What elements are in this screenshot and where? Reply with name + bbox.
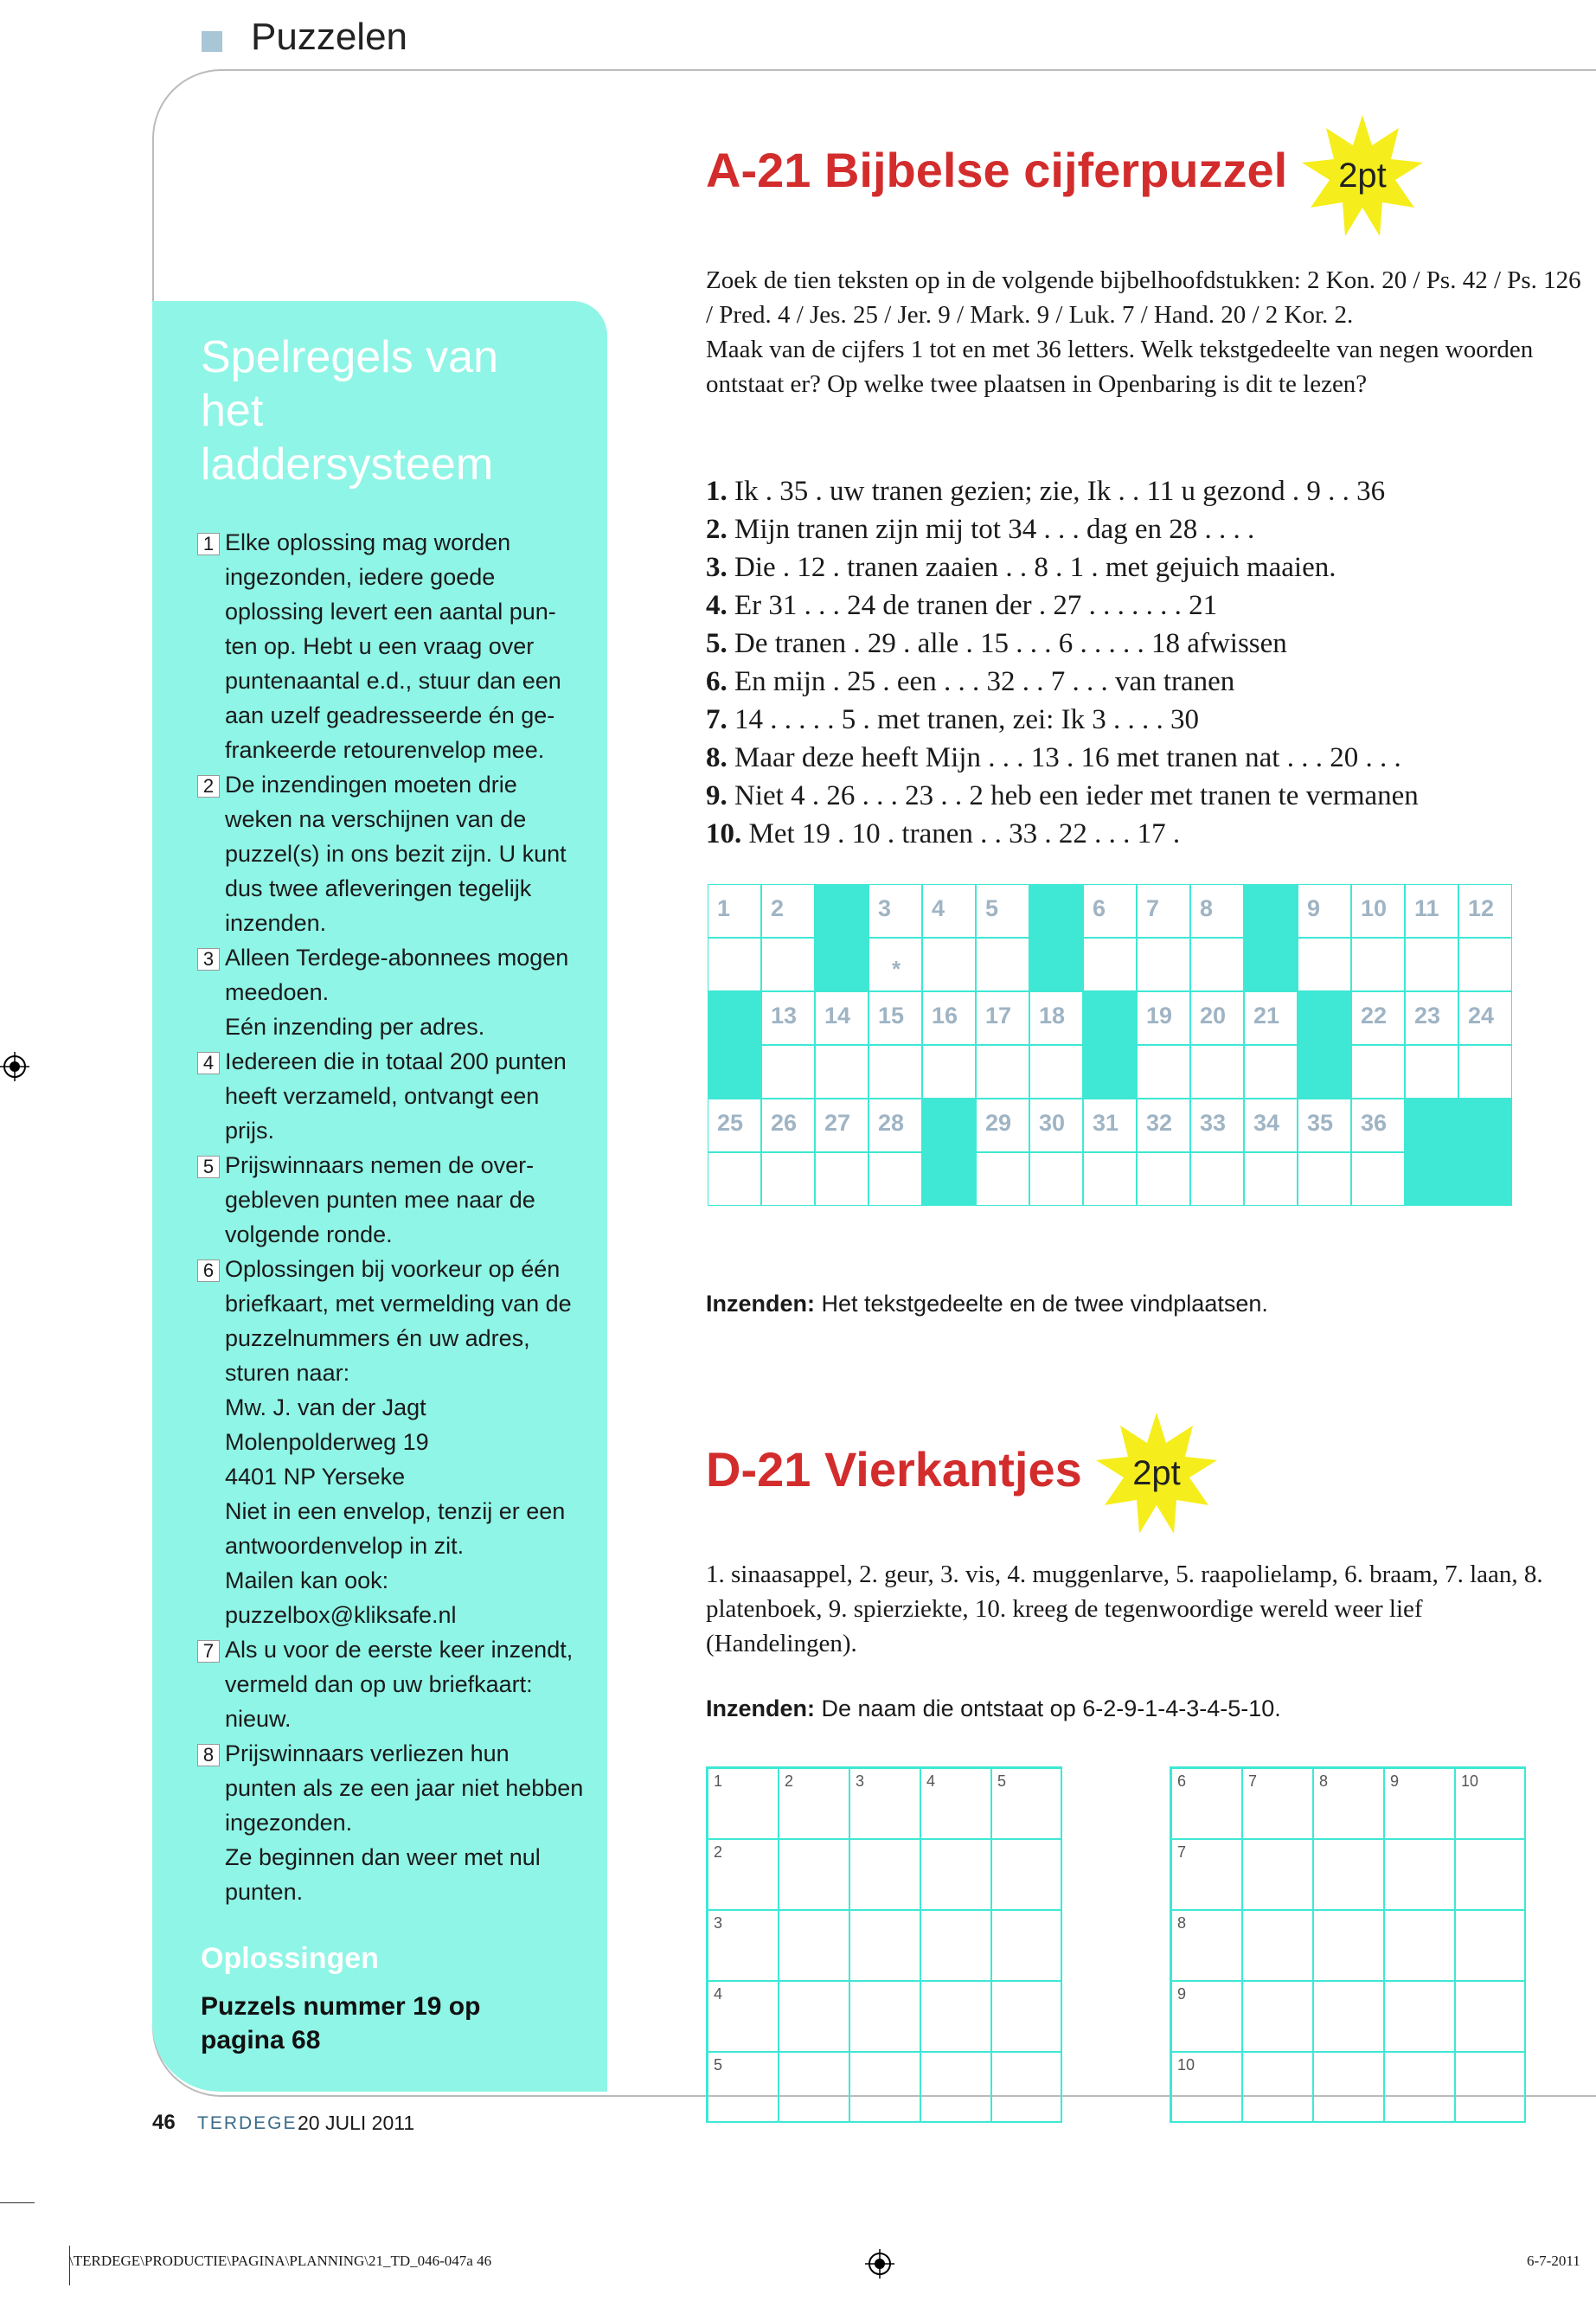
rule-item bbox=[195, 767, 585, 940]
square-cell[interactable] bbox=[1384, 1768, 1455, 1839]
cell-number: 9 bbox=[1390, 1772, 1400, 1790]
grid-answer-cell[interactable] bbox=[922, 938, 976, 991]
grid-answer-cell[interactable] bbox=[976, 1152, 1029, 1206]
grid-number: 20 bbox=[1200, 1003, 1227, 1029]
grid-blank-cell bbox=[815, 884, 869, 938]
square-cell[interactable] bbox=[1242, 2052, 1313, 2123]
rule-text: Prijswinnaars verliezen hun punten als ze een jaar niet hebben ingezonden. bbox=[225, 1740, 584, 1836]
grid-blank-cell bbox=[708, 991, 761, 1045]
grid-number: 9 bbox=[1307, 895, 1321, 921]
square-cell[interactable] bbox=[779, 1768, 849, 1839]
grid-number: 5 bbox=[985, 895, 999, 921]
grid-answer-cell[interactable] bbox=[922, 1045, 976, 1099]
grid-answer-cell[interactable] bbox=[1137, 1152, 1190, 1206]
grid-number: 22 bbox=[1361, 1003, 1388, 1029]
grid-number-cell bbox=[1351, 1099, 1405, 1152]
points-label: 2pt bbox=[1338, 157, 1387, 195]
rule-item bbox=[195, 1736, 585, 1909]
square-cell[interactable] bbox=[849, 1839, 920, 1910]
square-cell[interactable] bbox=[1313, 1910, 1384, 1981]
grid-answer-cell[interactable] bbox=[1137, 1045, 1190, 1099]
square-cell[interactable] bbox=[1455, 1981, 1526, 2052]
a21-submit-note bbox=[706, 1291, 1268, 1317]
grid-answer-cell[interactable] bbox=[761, 1045, 815, 1099]
grid-number-cell bbox=[922, 991, 976, 1045]
grid-number: 26 bbox=[771, 1110, 798, 1136]
clue-text: De tranen . 29 . alle . 15 . . . 6 . . . . . 18 afwissen bbox=[727, 628, 1287, 659]
square-cell[interactable] bbox=[1313, 1839, 1384, 1910]
cell-number: 7 bbox=[1248, 1772, 1258, 1790]
grid-blank-cell bbox=[922, 1152, 976, 1206]
grid-answer-cell[interactable] bbox=[1083, 938, 1137, 991]
section-marker bbox=[202, 31, 222, 52]
cell-number: 1 bbox=[714, 1772, 723, 1790]
clue-number: 8. bbox=[706, 742, 727, 773]
grid-blank-cell bbox=[1298, 1045, 1351, 1099]
grid-number-cell bbox=[1458, 884, 1512, 938]
grid-number-cell bbox=[1029, 991, 1083, 1045]
clue-item bbox=[706, 701, 1588, 739]
clue-number: 4. bbox=[706, 590, 727, 621]
clue-item bbox=[706, 586, 1588, 625]
grid-number-cell bbox=[1458, 991, 1512, 1045]
clue-text: Maar deze heeft Mijn . . . 13 . 16 met tranen nat . . . 20 . . . bbox=[727, 742, 1401, 773]
rule-item bbox=[195, 1632, 585, 1736]
grid-number: 28 bbox=[878, 1110, 905, 1136]
rule-text: Elke oplossing mag worden ingezonden, iedere goede oplossing levert een aantal pun-ten op. Hebt u een vraag over puntenaantal e.d., stuur dan een aan uzelf geadresseerde én ge-frankeerde retourenvelop mee. bbox=[225, 529, 561, 763]
clue-item bbox=[706, 472, 1588, 510]
square-cell[interactable] bbox=[1455, 1910, 1526, 1981]
square-cell[interactable] bbox=[708, 1768, 779, 1839]
grid-answer-cell[interactable] bbox=[1458, 1045, 1512, 1099]
grid-answer-cell[interactable] bbox=[1137, 938, 1190, 991]
grid-number-cell bbox=[976, 884, 1029, 938]
grid-number: 3 bbox=[878, 895, 892, 921]
grid-number: 32 bbox=[1146, 1110, 1173, 1136]
d21-clues: 1. sinaasappel, 2. geur, 3. vis, 4. muggenlarve, 5. raapolielamp, 6. braam, 7. laan, 8. platenboek, 9. spierziekte, 10. kreeg de tegenwoordige wereld weer lief (Handelingen). bbox=[706, 1561, 1543, 1657]
grid-number-cell bbox=[922, 884, 976, 938]
grid-number-cell bbox=[1405, 884, 1458, 938]
grid-answer-cell[interactable] bbox=[1190, 1045, 1244, 1099]
a21-intro bbox=[706, 263, 1581, 401]
grid-blank-cell bbox=[1083, 991, 1137, 1045]
email-link[interactable]: puzzelbox@kliksafe.nl bbox=[225, 1602, 457, 1628]
rule-number: 4 bbox=[197, 1052, 220, 1074]
grid-number-cell bbox=[1029, 1099, 1083, 1152]
cell-number: 3 bbox=[856, 1772, 865, 1790]
grid-blank-cell bbox=[1458, 1152, 1512, 1206]
grid-answer-cell[interactable] bbox=[1298, 938, 1351, 991]
square-cell[interactable] bbox=[1455, 1768, 1526, 1839]
clue-item bbox=[706, 777, 1588, 815]
rule-text: Alleen Terdege-abonnees mogen meedoen. bbox=[225, 945, 569, 1005]
submit-label: Inzenden: bbox=[706, 1291, 815, 1317]
square-cell[interactable] bbox=[849, 2052, 920, 2123]
grid-number-cell bbox=[1137, 884, 1190, 938]
cell-number: 4 bbox=[714, 1985, 723, 2003]
square-cell[interactable] bbox=[920, 1910, 991, 1981]
points-label: 2pt bbox=[1132, 1454, 1181, 1492]
grid-number: 4 bbox=[932, 895, 945, 921]
rule-text-cont: Ze beginnen dan weer met nul punten. bbox=[225, 1844, 541, 1905]
grid-number: 25 bbox=[717, 1110, 744, 1136]
clue-item bbox=[706, 663, 1588, 701]
square-cell[interactable] bbox=[779, 1981, 849, 2052]
grid-blank-cell bbox=[1029, 884, 1083, 938]
grid-answer-cell[interactable] bbox=[869, 1045, 922, 1099]
square-cell[interactable] bbox=[1313, 1981, 1384, 2052]
grid-number: 34 bbox=[1253, 1110, 1280, 1136]
grid-number: 16 bbox=[932, 1003, 958, 1029]
solutions-heading: Oplossingen bbox=[201, 1942, 379, 1975]
star-marker: * bbox=[892, 956, 901, 982]
clue-text: Met 19 . 10 . tranen . . 33 . 22 . . . 17 . bbox=[741, 818, 1181, 849]
address-line: 4401 NP Yerseke bbox=[225, 1464, 406, 1490]
grid-answer-cell[interactable] bbox=[1298, 1152, 1351, 1206]
clue-item bbox=[706, 739, 1588, 777]
square-cell[interactable] bbox=[1242, 1981, 1313, 2052]
d21-submit-note bbox=[706, 1695, 1281, 1722]
grid-answer-cell[interactable] bbox=[1029, 1045, 1083, 1099]
grid-blank-cell bbox=[1458, 1099, 1512, 1152]
rule-text: Als u voor de eerste keer inzendt, vermeld dan op uw briefkaart: nieuw. bbox=[225, 1637, 574, 1732]
grid-answer-cell[interactable] bbox=[869, 1152, 922, 1206]
page-number: 46 bbox=[152, 2111, 176, 2134]
rule-number: 8 bbox=[197, 1744, 220, 1766]
square-cell[interactable] bbox=[1313, 1768, 1384, 1839]
address-line: Molenpolderweg 19 bbox=[225, 1429, 429, 1455]
grid-number-cell bbox=[1137, 991, 1190, 1045]
square-cell[interactable] bbox=[1384, 1981, 1455, 2052]
intro-text: Zoek de tien teksten op in de volgende bijbelhoofdstukken: 2 Kon. 20 / Ps. 42 / Ps. 126 / Pred. 4 / Jes. 25 / Jer. 9 / Mark. 9 / Luk. 7 / Hand. 20 / 2 Kor. 2. bbox=[706, 266, 1581, 329]
square-cell[interactable] bbox=[920, 1839, 991, 1910]
rule-item bbox=[195, 1148, 585, 1252]
grid-answer-cell[interactable] bbox=[815, 1152, 869, 1206]
submit-text: Het tekstgedeelte en de twee vindplaatsen. bbox=[821, 1291, 1268, 1317]
square-cell[interactable] bbox=[849, 1768, 920, 1839]
clue-text: Ik . 35 . uw tranen gezien; zie, Ik . . 11 u gezond . 9 . . 36 bbox=[727, 476, 1386, 507]
rule-item bbox=[195, 1044, 585, 1148]
grid-number-cell bbox=[1190, 1099, 1244, 1152]
grid-number-cell bbox=[1351, 991, 1405, 1045]
d21-grid-right bbox=[1170, 1766, 1526, 2123]
grid-blank-cell bbox=[1029, 938, 1083, 991]
grid-number: 24 bbox=[1468, 1003, 1495, 1029]
grid-blank-cell bbox=[1244, 938, 1298, 991]
cell-number: 5 bbox=[997, 1772, 1007, 1790]
rule-item bbox=[195, 525, 585, 767]
rule-number: 6 bbox=[197, 1259, 220, 1282]
grid-answer-cell[interactable] bbox=[1458, 938, 1512, 991]
clue-text: 14 . . . . . 5 . met tranen, zei: Ik 3 . . . . 30 bbox=[727, 704, 1200, 735]
address-line: Mailen kan ook: bbox=[225, 1567, 389, 1593]
grid-number: 13 bbox=[771, 1003, 798, 1029]
grid-number-cell bbox=[1405, 991, 1458, 1045]
rule-number: 2 bbox=[197, 775, 220, 798]
grid-number: 7 bbox=[1146, 895, 1160, 921]
square-cell[interactable] bbox=[1171, 1839, 1242, 1910]
grid-number-cell bbox=[1083, 884, 1137, 938]
cell-number: 4 bbox=[926, 1772, 936, 1790]
rule-text: De inzendingen moeten drie weken na verschijnen van de puzzel(s) in ons bezit zijn. U kunt dus twee afleveringen tegelijk inzenden. bbox=[225, 772, 567, 936]
grid-blank-cell bbox=[1083, 1045, 1137, 1099]
grid-number-cell bbox=[761, 991, 815, 1045]
grid-number: 12 bbox=[1468, 895, 1495, 921]
square-cell[interactable] bbox=[1384, 1839, 1455, 1910]
square-cell[interactable] bbox=[1313, 2052, 1384, 2123]
square-cell[interactable] bbox=[708, 2052, 779, 2123]
intro-question: Maak van de cijfers 1 tot en met 36 letters. Welk tekstgedeelte van negen woorden ontstaat er? Op welke twee plaatsen in Openbaring is dit te lezen? bbox=[706, 336, 1534, 398]
grid-number: 2 bbox=[771, 895, 785, 921]
square-cell[interactable] bbox=[1455, 2052, 1526, 2123]
rule-number: 7 bbox=[197, 1640, 220, 1663]
grid-number: 29 bbox=[985, 1110, 1012, 1136]
clue-text: Niet 4 . 26 . . . 23 . . 2 heb een ieder met tranen te vermanen bbox=[727, 780, 1419, 811]
grid-answer-cell[interactable] bbox=[976, 1045, 1029, 1099]
grid-answer-cell[interactable] bbox=[708, 1152, 761, 1206]
rule-text: Prijswinnaars nemen de over-gebleven punten mee naar de volgende ronde. bbox=[225, 1152, 535, 1247]
square-cell[interactable] bbox=[1242, 1910, 1313, 1981]
square-cell[interactable] bbox=[920, 2052, 991, 2123]
clue-item bbox=[706, 815, 1588, 853]
rule-item bbox=[195, 940, 585, 1044]
grid-answer-cell[interactable] bbox=[1190, 938, 1244, 991]
grid-number-cell bbox=[1298, 884, 1351, 938]
cell-number: 9 bbox=[1177, 1985, 1187, 2003]
rule-number: 5 bbox=[197, 1156, 220, 1178]
cell-number: 2 bbox=[714, 1843, 723, 1861]
square-cell[interactable] bbox=[1242, 1839, 1313, 1910]
a21-title: A-21 Bijbelse cijferpuzzel bbox=[706, 143, 1288, 197]
print-slug-date: 6-7-2011 bbox=[1527, 2253, 1580, 2269]
grid-number: 8 bbox=[1200, 895, 1214, 921]
square-cell[interactable] bbox=[779, 1910, 849, 1981]
grid-answer-cell[interactable] bbox=[1351, 1152, 1405, 1206]
square-cell[interactable] bbox=[708, 1839, 779, 1910]
grid-number: 19 bbox=[1146, 1003, 1173, 1029]
grid-blank-cell bbox=[1298, 991, 1351, 1045]
square-cell[interactable] bbox=[1171, 1768, 1242, 1839]
d21-grid-left bbox=[706, 1766, 1062, 2123]
grid-number: 1 bbox=[717, 895, 731, 921]
rule-text-cont: Eén inzending per adres. bbox=[225, 1014, 485, 1040]
grid-answer-cell[interactable] bbox=[1405, 938, 1458, 991]
square-cell[interactable] bbox=[708, 1910, 779, 1981]
grid-number-cell bbox=[815, 991, 869, 1045]
cell-number: 3 bbox=[714, 1914, 723, 1932]
clue-number: 6. bbox=[706, 666, 727, 697]
issue-date: 20 JULI 2011 bbox=[298, 2112, 415, 2134]
grid-number: 27 bbox=[824, 1110, 851, 1136]
d21-title: D-21 Vierkantjes bbox=[706, 1442, 1082, 1497]
grid-number: 18 bbox=[1039, 1003, 1066, 1029]
grid-number: 10 bbox=[1361, 895, 1388, 921]
clue-number: 3. bbox=[706, 552, 727, 583]
grid-answer-cell[interactable] bbox=[1405, 1045, 1458, 1099]
clue-text: Die . 12 . tranen zaaien . . 8 . 1 . met gejuich maaien. bbox=[727, 552, 1336, 583]
grid-number-cell bbox=[708, 1099, 761, 1152]
grid-number: 33 bbox=[1200, 1110, 1227, 1136]
grid-answer-cell[interactable] bbox=[1351, 938, 1405, 991]
grid-number-cell bbox=[1298, 1099, 1351, 1152]
square-cell[interactable] bbox=[1384, 2052, 1455, 2123]
a21-points-badge bbox=[1298, 111, 1427, 240]
grid-blank-cell bbox=[1244, 884, 1298, 938]
grid-answer-cell[interactable] bbox=[869, 938, 922, 991]
grid-blank-cell bbox=[708, 1045, 761, 1099]
grid-number: 11 bbox=[1414, 895, 1439, 921]
square-cell[interactable] bbox=[920, 1981, 991, 2052]
grid-number-cell bbox=[869, 884, 922, 938]
grid-number: 36 bbox=[1361, 1110, 1388, 1136]
grid-number-cell bbox=[869, 1099, 922, 1152]
grid-number-cell bbox=[1244, 1099, 1298, 1152]
print-slug-path: \TERDEGE\PRODUCTIE\PAGINA\PLANNING\21_TD_046-047a 46 bbox=[69, 2253, 492, 2269]
grid-number-cell bbox=[1190, 884, 1244, 938]
grid-answer-cell[interactable] bbox=[1351, 1045, 1405, 1099]
cell-number: 6 bbox=[1177, 1772, 1187, 1790]
square-cell[interactable] bbox=[1242, 1768, 1313, 1839]
solutions-text: Puzzels nummer 19 op pagina 68 bbox=[201, 1992, 481, 2054]
grid-blank-cell bbox=[815, 938, 869, 991]
grid-number-cell bbox=[761, 884, 815, 938]
grid-blank-cell bbox=[922, 1099, 976, 1152]
cell-number: 10 bbox=[1461, 1772, 1479, 1790]
cell-number: 7 bbox=[1177, 1843, 1187, 1861]
grid-answer-cell[interactable] bbox=[761, 938, 815, 991]
registration-mark-icon bbox=[865, 2249, 894, 2279]
crop-line bbox=[0, 2202, 35, 2203]
square-cell[interactable] bbox=[708, 1981, 779, 2052]
clue-item bbox=[706, 548, 1588, 586]
square-cell[interactable] bbox=[849, 1910, 920, 1981]
cell-number: 5 bbox=[714, 2056, 723, 2073]
grid-number-cell bbox=[869, 991, 922, 1045]
clue-text: Er 31 . . . 24 de tranen der . 27 . . . . . . . 21 bbox=[727, 590, 1218, 621]
d21-points-badge bbox=[1092, 1408, 1221, 1538]
cell-number: 10 bbox=[1177, 2056, 1195, 2073]
cell-number: 2 bbox=[785, 1772, 794, 1790]
grid-number: 17 bbox=[985, 1003, 1012, 1029]
rule-number: 3 bbox=[197, 948, 220, 971]
grid-number-cell bbox=[976, 991, 1029, 1045]
grid-answer-cell[interactable] bbox=[761, 1152, 815, 1206]
clue-item bbox=[706, 510, 1588, 548]
grid-number-cell bbox=[1244, 991, 1298, 1045]
sidebar-title: Spelregels van het laddersysteem bbox=[201, 332, 498, 490]
address-note: Niet in een envelop, tenzij er een antwoordenvelop in zit. bbox=[225, 1498, 566, 1559]
clue-number: 10. bbox=[706, 818, 742, 849]
grid-number: 31 bbox=[1093, 1110, 1119, 1136]
rule-text: Iedereen die in totaal 200 punten heeft verzameld, ontvangt een prijs. bbox=[225, 1048, 567, 1144]
grid-number-cell bbox=[761, 1099, 815, 1152]
grid-number-cell bbox=[708, 884, 761, 938]
clue-text: En mijn . 25 . een . . . 32 . . 7 . . . van tranen bbox=[727, 666, 1235, 697]
magazine-name: TERDEGE bbox=[197, 2113, 298, 2133]
grid-number: 23 bbox=[1414, 1003, 1441, 1029]
grid-number: 6 bbox=[1093, 895, 1106, 921]
submit-label: Inzenden: bbox=[706, 1695, 815, 1721]
grid-number-cell bbox=[976, 1099, 1029, 1152]
grid-answer-cell[interactable] bbox=[1244, 1152, 1298, 1206]
square-cell[interactable] bbox=[991, 1910, 1062, 1981]
clue-number: 5. bbox=[706, 628, 727, 659]
square-cell[interactable] bbox=[920, 1768, 991, 1839]
square-cell[interactable] bbox=[991, 1768, 1062, 1839]
address-line: Mw. J. van der Jagt bbox=[225, 1394, 426, 1420]
grid-number: 30 bbox=[1039, 1110, 1066, 1136]
cell-number: 8 bbox=[1177, 1914, 1187, 1932]
grid-number-cell bbox=[815, 1099, 869, 1152]
grid-answer-cell[interactable] bbox=[1190, 1152, 1244, 1206]
grid-number-cell bbox=[1351, 884, 1405, 938]
square-cell[interactable] bbox=[991, 2052, 1062, 2123]
square-cell[interactable] bbox=[849, 1981, 920, 2052]
submit-text: De naam die ontstaat op 6-2-9-1-4-3-4-5-10. bbox=[821, 1695, 1281, 1721]
grid-blank-cell bbox=[1405, 1152, 1458, 1206]
grid-number: 15 bbox=[878, 1003, 905, 1029]
square-cell[interactable] bbox=[1455, 1839, 1526, 1910]
rules-list bbox=[195, 525, 585, 1909]
cell-number: 8 bbox=[1319, 1772, 1329, 1790]
grid-number: 14 bbox=[824, 1003, 851, 1029]
grid-answer-cell[interactable] bbox=[815, 1045, 869, 1099]
grid-answer-cell[interactable] bbox=[1244, 1045, 1298, 1099]
grid-answer-cell[interactable] bbox=[708, 938, 761, 991]
section-title: Puzzelen bbox=[251, 16, 408, 58]
square-cell[interactable] bbox=[1171, 2052, 1242, 2123]
grid-number-cell bbox=[1083, 1099, 1137, 1152]
square-cell[interactable] bbox=[779, 2052, 849, 2123]
rule-number: 1 bbox=[197, 533, 220, 555]
clue-item bbox=[706, 625, 1588, 663]
grid-answer-cell[interactable] bbox=[976, 938, 1029, 991]
clue-number: 9. bbox=[706, 780, 727, 811]
square-cell[interactable] bbox=[779, 1839, 849, 1910]
clue-text: Mijn tranen zijn mij tot 34 . . . dag en 28 . . . . bbox=[727, 514, 1255, 545]
grid-answer-cell[interactable] bbox=[1029, 1152, 1083, 1206]
square-cell[interactable] bbox=[1171, 1910, 1242, 1981]
registration-mark-icon bbox=[0, 1052, 29, 1081]
grid-number-cell bbox=[1137, 1099, 1190, 1152]
grid-number: 21 bbox=[1253, 1003, 1280, 1029]
square-cell[interactable] bbox=[1171, 1981, 1242, 2052]
grid-number: 35 bbox=[1307, 1110, 1334, 1136]
a21-clues bbox=[706, 472, 1588, 853]
square-cell[interactable] bbox=[1384, 1910, 1455, 1981]
grid-answer-cell[interactable] bbox=[1083, 1152, 1137, 1206]
square-cell[interactable] bbox=[991, 1839, 1062, 1910]
rule-item bbox=[195, 1252, 585, 1632]
clue-number: 2. bbox=[706, 514, 727, 545]
clue-number: 7. bbox=[706, 704, 727, 735]
rule-text: Oplossingen bij voorkeur op één briefkaart, met vermelding van de puzzelnummers én uw adres, sturen naar: bbox=[225, 1256, 572, 1386]
square-cell[interactable] bbox=[991, 1981, 1062, 2052]
grid-number-cell bbox=[1190, 991, 1244, 1045]
grid-blank-cell bbox=[1405, 1099, 1458, 1152]
clue-number: 1. bbox=[706, 476, 727, 507]
